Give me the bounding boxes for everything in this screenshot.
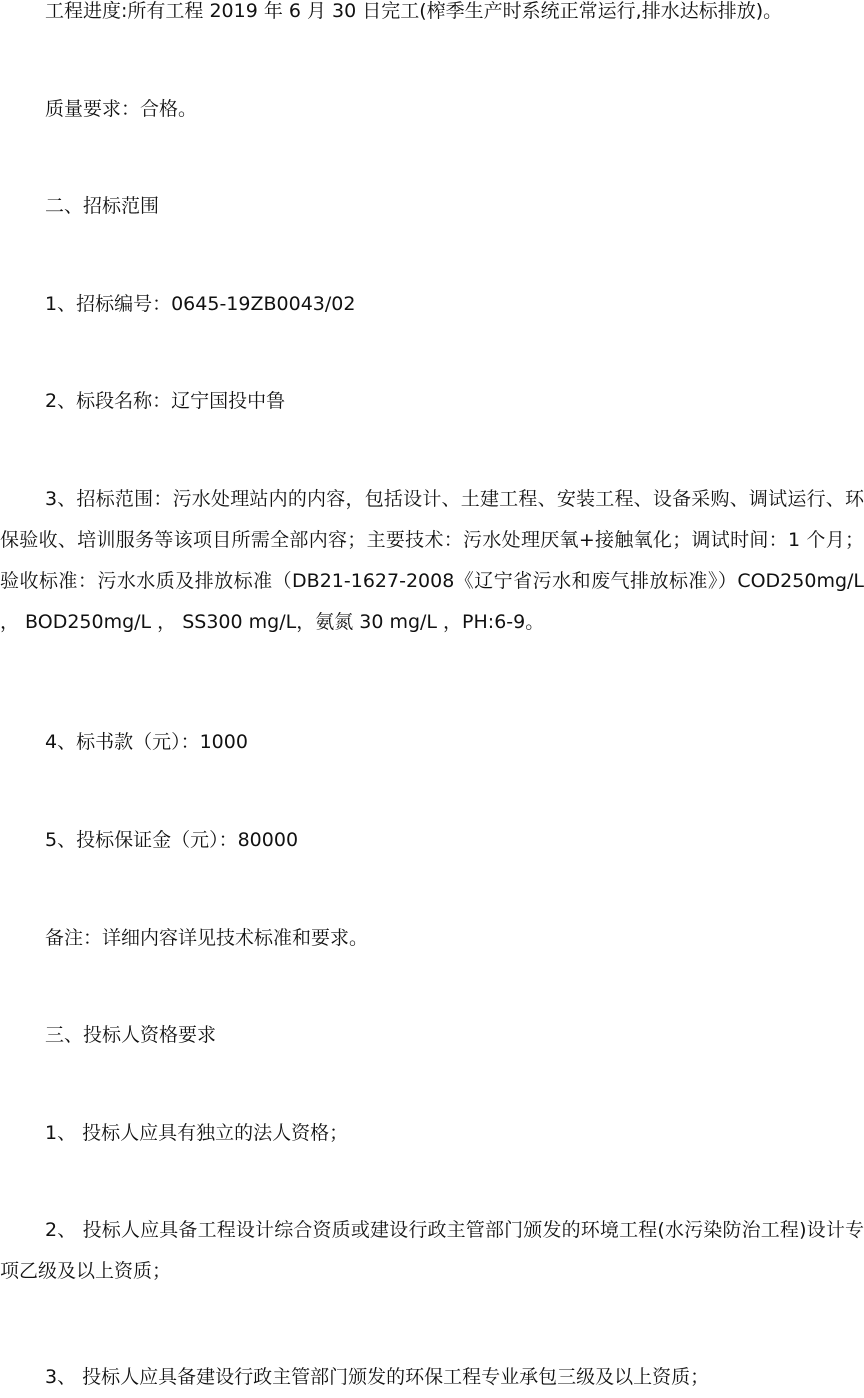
section-heading-bidding-scope: 二、招标范围 xyxy=(45,195,160,217)
paragraph-qualification-2: 2、 投标人应具备工程设计综合资质或建设行政主管部门颁发的环境工程(水污染防治工程)设计专项乙级及以上资质； xyxy=(0,1219,864,1282)
paragraph-bidding-scope-detail: 3、招标范围：污水处理站内的内容，包括设计、土建工程、安装工程、设备采购、调试运行、环保验收、培训服务等该项目所需全部内容；主要技术：污水处理厌氧+接触氧化；调试时间：1 个月；验收标准：污水水质及排放标准（DB21-1627-2008《辽宁省污水和废气排放标准》）COD250mg/L ， BOD250mg/L ， SS300 mg/L，氨氮 30 mg/L ，PH:6-9。 xyxy=(0,488,864,633)
paragraph-qualification-1: 1、 投标人应具有独立的法人资格； xyxy=(45,1122,349,1144)
paragraph-bid-bond: 5、投标保证金（元）：80000 xyxy=(45,829,299,851)
paragraph-quality: 质量要求：合格。 xyxy=(45,98,198,120)
paragraph-tender-document-fee: 4、标书款（元）：1000 xyxy=(45,731,248,753)
paragraph-progress: 工程进度:所有工程 2019 年 6 月 30 日完工(榨季生产时系统正常运行,排水达标排放)。 xyxy=(45,0,783,22)
paragraph-remark: 备注：详细内容详见技术标准和要求。 xyxy=(45,927,369,949)
paragraph-qualification-3: 3、 投标人应具备建设行政主管部门颁发的环保工程专业承包三级及以上资质； xyxy=(45,1366,710,1388)
section-heading-bidder-qualification: 三、投标人资格要求 xyxy=(45,1024,217,1046)
paragraph-lot-name: 2、标段名称：辽宁国投中鲁 xyxy=(45,390,286,412)
paragraph-bid-number: 1、招标编号：0645-19ZB0043/02 xyxy=(45,293,356,315)
